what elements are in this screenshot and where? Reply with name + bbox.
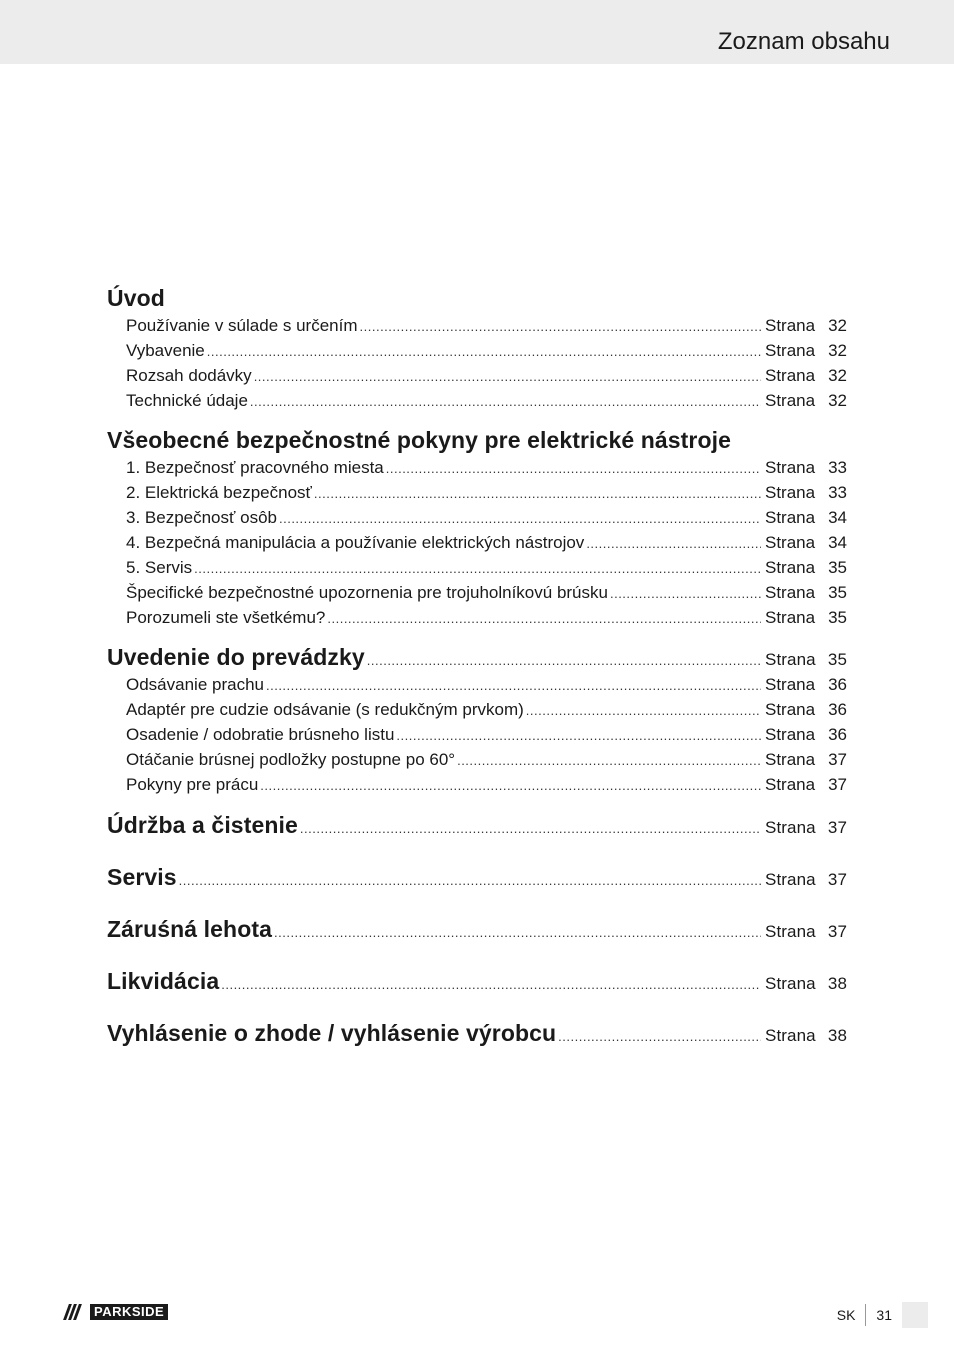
- toc-heading-maintenance[interactable]: [107, 809, 847, 841]
- dot-leader: [279, 506, 761, 531]
- toc-entry-label: 3. Bezpečnosť osôb: [126, 508, 277, 527]
- toc-entry[interactable]: [107, 605, 847, 630]
- toc-entry-label: Adaptér pre cudzie odsávanie (s redukčným prvkom): [126, 700, 524, 719]
- page-number: 38: [827, 974, 847, 993]
- logo-text: PARKSIDE: [90, 1304, 168, 1320]
- toc-entry[interactable]: [107, 363, 847, 388]
- toc-section-commissioning: [107, 642, 847, 797]
- toc-entry[interactable]: [107, 772, 847, 797]
- page-word: Strana: [765, 775, 816, 794]
- dot-leader: [266, 673, 761, 698]
- toc-entry-label: Špecifické bezpečnostné upozornenia pre trojuholníkovú brúsku: [126, 583, 608, 602]
- logo-stripes-icon: [66, 1304, 88, 1320]
- page-number: 34: [828, 508, 847, 527]
- toc-heading-service[interactable]: [107, 861, 847, 893]
- dot-leader: [254, 364, 761, 389]
- page-word: Strana: [765, 558, 816, 577]
- toc-entry[interactable]: [107, 455, 847, 480]
- page-word: Strana: [765, 458, 816, 477]
- page-word: Strana: [765, 508, 816, 527]
- table-of-contents: [107, 283, 847, 1069]
- toc-heading[interactable]: [107, 425, 847, 455]
- dot-leader: [367, 646, 761, 676]
- page-number: 32: [828, 366, 847, 385]
- dot-leader: [221, 969, 761, 1001]
- dot-leader: [250, 389, 761, 414]
- dot-leader: [327, 606, 761, 631]
- toc-entry[interactable]: [107, 697, 847, 722]
- dot-leader: [300, 813, 761, 845]
- toc-entry-label: Používanie v súlade s určením: [126, 316, 358, 335]
- toc-entry[interactable]: [107, 580, 847, 605]
- toc-entry-label: 5. Servis: [126, 558, 193, 577]
- toc-heading-label: Uvedenie do prevádzky: [107, 644, 365, 670]
- page-word: Strana: [765, 316, 816, 335]
- toc-entry[interactable]: [107, 505, 847, 530]
- toc-entry-label: Osadenie / odobratie brúsneho listu: [126, 725, 395, 744]
- dot-leader: [194, 556, 761, 581]
- toc-heading-warranty[interactable]: [107, 913, 847, 945]
- toc-entry-label: Pokyny pre prácu: [126, 775, 259, 794]
- page-number: 37: [827, 922, 847, 941]
- page-number: 36: [828, 700, 847, 719]
- page-footer: [837, 1302, 928, 1328]
- toc-entry[interactable]: [107, 338, 847, 363]
- toc-heading-label: Servis: [107, 864, 177, 890]
- toc-heading-declaration[interactable]: [107, 1017, 847, 1049]
- toc-entry-label: 1. Bezpečnosť pracovného miesta: [126, 458, 384, 477]
- page-number: 35: [828, 583, 847, 602]
- toc-entry[interactable]: [107, 555, 847, 580]
- page-number: 34: [828, 533, 847, 552]
- language-code: SK: [836, 1307, 856, 1323]
- toc-entry[interactable]: [107, 313, 847, 338]
- page-number: 38: [827, 1026, 847, 1045]
- page-number: 32: [828, 341, 847, 360]
- toc-heading-label: Vyhlásenie o zhode / vyhlásenie výrobcu: [107, 1020, 557, 1046]
- page-number: 37: [827, 870, 847, 889]
- toc-heading-label: Úvod: [107, 285, 165, 311]
- page-number: 32: [828, 391, 847, 410]
- toc-heading[interactable]: [107, 283, 847, 313]
- toc-entry-label: Porozumeli ste všetkému?: [126, 608, 326, 627]
- page-word: Strana: [765, 922, 816, 941]
- toc-heading-label: Likvidácia: [107, 968, 220, 994]
- page-word: Strana: [765, 366, 816, 385]
- page-word: Strana: [765, 870, 816, 889]
- toc-entry[interactable]: [107, 530, 847, 555]
- page-word: Strana: [765, 533, 816, 552]
- toc-section-safety: [107, 425, 847, 630]
- dot-leader: [314, 481, 761, 506]
- toc-entry-label: 4. Bezpečná manipulácia a používanie elektrických nástrojov: [126, 533, 585, 552]
- page-word: Strana: [765, 675, 816, 694]
- page-word: Strana: [765, 650, 816, 669]
- page-word: Strana: [765, 700, 816, 719]
- page-title: Zoznam obsahu: [717, 28, 890, 55]
- toc-entry-label: Rozsah dodávky: [126, 366, 252, 385]
- dot-leader: [274, 917, 761, 949]
- page-number: 37: [828, 750, 847, 769]
- dot-leader: [558, 1021, 761, 1053]
- dot-leader: [610, 581, 761, 606]
- page-word: Strana: [765, 483, 816, 502]
- toc-heading-label: Záruśná lehota: [107, 916, 272, 942]
- page-number: 33: [828, 458, 847, 477]
- page-word: Strana: [765, 391, 816, 410]
- toc-entry-label: Technické údaje: [126, 391, 248, 410]
- page-number: 33: [828, 483, 847, 502]
- page-number: 36: [828, 675, 847, 694]
- page-word: Strana: [765, 750, 816, 769]
- page-word: Strana: [765, 1026, 816, 1045]
- dot-leader: [396, 723, 761, 748]
- page-word: Strana: [765, 818, 816, 837]
- toc-heading[interactable]: [107, 642, 847, 672]
- toc-entry-label: Odsávanie prachu: [126, 675, 264, 694]
- parkside-logo: [66, 1304, 178, 1320]
- toc-entry[interactable]: [107, 480, 847, 505]
- toc-entry[interactable]: [107, 747, 847, 772]
- page-number-footer: 31: [876, 1307, 892, 1323]
- dot-leader: [207, 339, 761, 364]
- page-word: Strana: [765, 725, 816, 744]
- toc-entry-label: Vybavenie: [126, 341, 205, 360]
- page-number: 35: [828, 558, 847, 577]
- toc-heading-label: Údržba a čistenie: [107, 812, 298, 838]
- page-word: Strana: [765, 608, 816, 627]
- page-number: 36: [828, 725, 847, 744]
- toc-section-uvod: [107, 283, 847, 413]
- toc-entry[interactable]: [107, 672, 847, 697]
- dot-leader: [526, 698, 761, 723]
- page-number: 37: [827, 818, 847, 837]
- dot-leader: [457, 748, 761, 773]
- dot-leader: [386, 456, 761, 481]
- dot-leader: [586, 531, 761, 556]
- page-number: 37: [828, 775, 847, 794]
- toc-entry-label: Otáčanie brúsnej podložky postupne po 60°: [126, 750, 456, 769]
- header-bar: [0, 0, 954, 64]
- page-number: 35: [828, 608, 847, 627]
- dot-leader: [260, 773, 761, 798]
- toc-entry-label: 2. Elektrická bezpečnosť: [126, 483, 312, 502]
- toc-entry[interactable]: [107, 388, 847, 413]
- footer-tab-box: [902, 1302, 928, 1328]
- page-word: Strana: [765, 341, 816, 360]
- dot-leader: [179, 865, 761, 897]
- page-number: 35: [827, 650, 847, 669]
- page-word: Strana: [765, 974, 816, 993]
- dot-leader: [360, 314, 761, 339]
- page-word: Strana: [765, 583, 816, 602]
- toc-heading-label: Všeobecné bezpečnostné pokyny pre elektrické nástroje: [107, 427, 731, 453]
- toc-entry[interactable]: [107, 722, 847, 747]
- toc-heading-disposal[interactable]: [107, 965, 847, 997]
- page-number: 32: [828, 316, 847, 335]
